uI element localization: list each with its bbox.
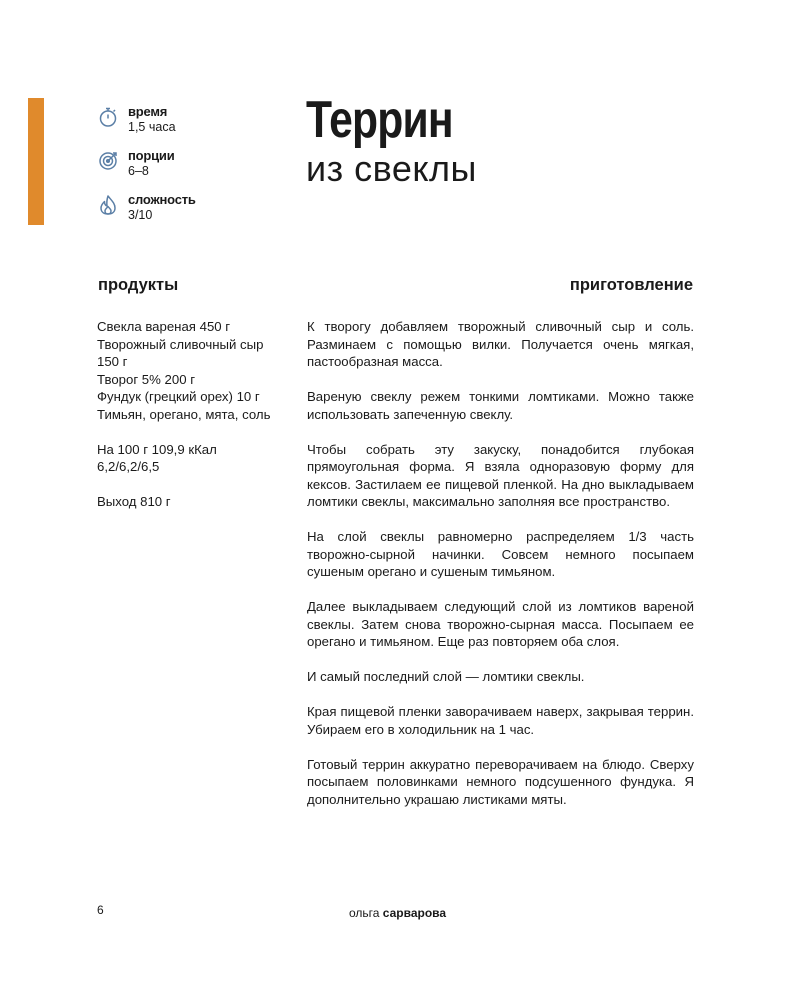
yield-line: Выход 810 г [97,494,171,509]
step-paragraph: Далее выкладываем следующий слой из ломтиков вареной свеклы. Затем снова творожно-сырная масса. Посыпаем ее орегано и тимьяном. Еще раз повторяем оба слоя. [307,599,694,649]
author-last-name: сарварова [382,906,447,920]
ingredient-item: Свекла вареная 450 г [97,319,231,334]
method-steps [307,318,694,826]
accent-bar [28,98,44,225]
title-main: Террин [306,91,453,149]
step-paragraph: Вареную свеклу режем тонкими ломтиками. Можно также использовать запеченную свеклу. [307,389,694,422]
step-paragraph: Края пищевой пленки заворачиваем наверх, закрывая террин. Убираем его в холодильник на 1 час. [307,704,694,737]
recipe-title [306,92,485,188]
page-number: 6 [97,903,104,917]
step-paragraph: На слой свеклы равномерно распределяем 1/3 часть творожно-сырной начинки. Совсем немного посыпаем сушеным орегано и сушеным тимьяном. [307,529,694,579]
meta-value: 6–8 [128,164,149,178]
meta-value: 3/10 [128,208,153,222]
meta-time [97,104,196,142]
ingredients-list [97,318,282,511]
spacer [97,476,282,494]
stopwatch-icon [97,106,119,128]
title-sub: из свеклы [306,148,477,189]
step-paragraph: И самый последний слой — ломтики свеклы. [307,669,585,684]
flame-icon [97,194,119,216]
meta-value: 1,5 часа [128,120,176,134]
author-first-name: ольга [349,906,380,920]
ingredient-item: Фундук (грецкий орех) 10 г [97,389,260,404]
nutrition-line: 6,2/6,2/6,5 [97,459,160,474]
meta-label: время [128,104,168,119]
recipe-meta [97,104,196,236]
spacer [97,423,282,441]
ingredients-heading: продукты [98,276,179,294]
ingredient-item: Творог 5% 200 г [97,371,196,387]
step-paragraph: К творогу добавляем творожный сливочный сыр и соль. Разминаем с помощью вилки. Получается очень мягкая, пастообразная масса. [307,319,694,369]
method-heading: приготовление [569,276,693,294]
nutrition-line: На 100 г 109,9 кКал [97,441,217,457]
ingredient-item: Тимьян, орегано, мята, соль [97,406,271,422]
ingredient-item: Творожный сливочный сыр 150 г [97,336,264,369]
step-paragraph: Чтобы собрать эту закуску, понадобится глубокая прямоугольная форма. Я взяла одноразовую форму для кексов. Застилаем ее пищевой пленкой. На дно выкладываем ломтики свеклы, максимально заполняя все пространство. [307,441,694,509]
target-icon [97,150,119,172]
meta-label: порции [128,148,175,163]
step-paragraph: Готовый террин аккуратно переворачиваем на блюдо. Сверху посыпаем половинками немного подсушенного фундука. Я дополнительно украшаю листиками мяты. [307,756,694,807]
meta-servings [97,148,196,186]
meta-difficulty [97,192,196,230]
author-name [349,906,446,920]
meta-label: сложность [128,192,196,207]
